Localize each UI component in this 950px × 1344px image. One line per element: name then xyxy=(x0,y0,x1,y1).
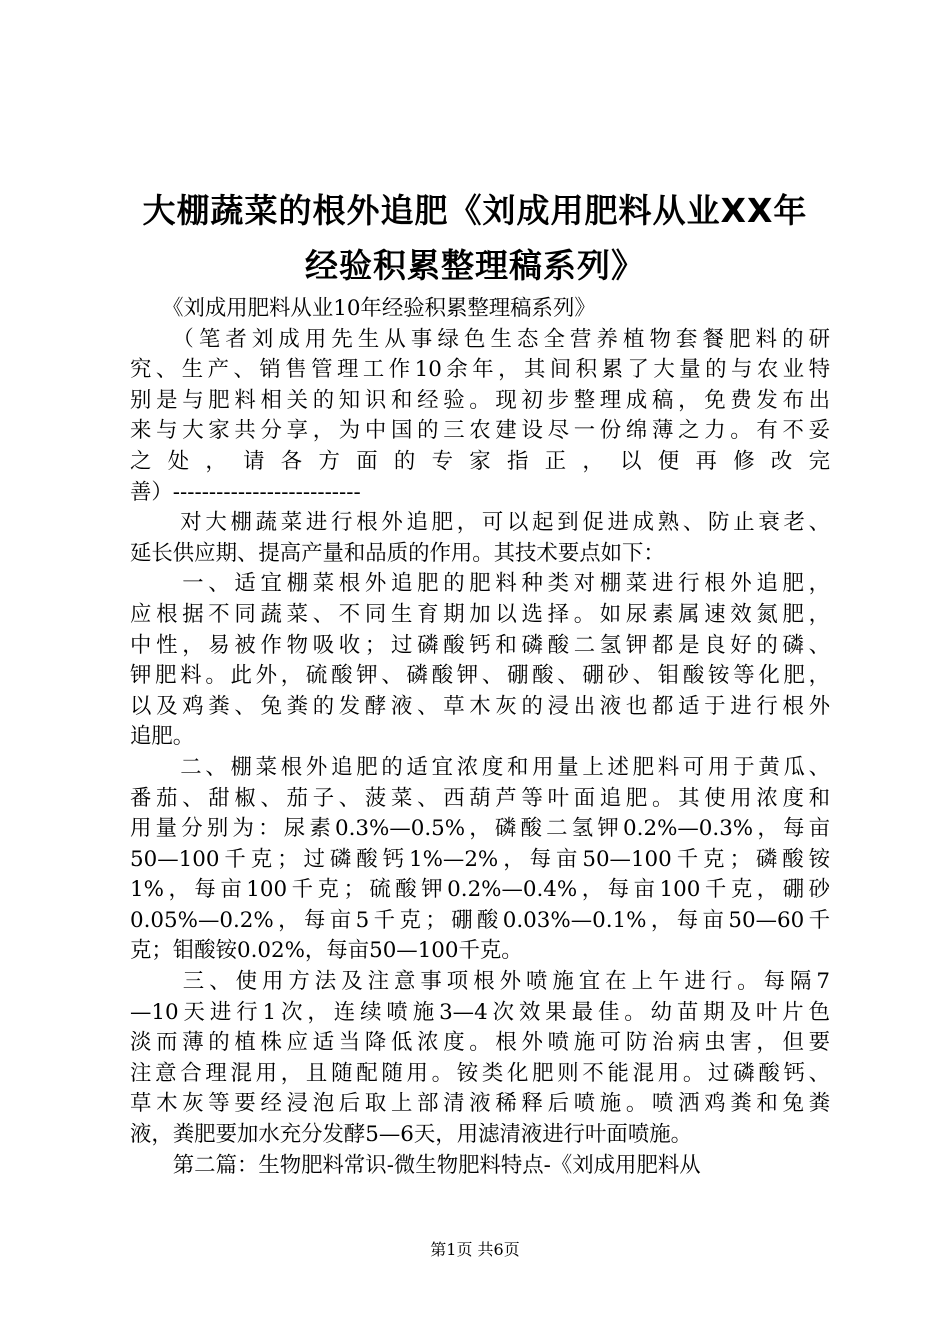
document-title-line-1: 大棚蔬菜的根外追肥《刘成用肥料从业XX年 xyxy=(142,191,808,230)
body-line: 善）-------------------------- xyxy=(130,479,361,505)
body-line: 第二篇：生物肥料常识-微生物肥料特点-《刘成用肥料从 xyxy=(130,1152,701,1178)
body-line: 中性，易被作物吸收；过磷酸钙和磷酸二氢钾都是良好的磷、 xyxy=(130,632,830,658)
body-line: 二、棚菜根外追肥的适宜浓度和用量上述肥料可用于黄瓜、 xyxy=(130,754,830,780)
body-line: 用量分别为：尿素0.3%—0.5%，磷酸二氢钾0.2%—0.3%，每亩 xyxy=(130,816,830,842)
body-line: 草木灰等要经浸泡后取上部清液稀释后喷施。喷洒鸡粪和兔粪 xyxy=(130,1091,830,1117)
body-line: 之 处 ， 请 各 方 面 的 专 家 指 正 ， 以 便 再 修 改 完 xyxy=(130,448,830,474)
body-line: （笔者刘成用先生从事绿色生态全营养植物套餐肥料的研 xyxy=(130,326,830,352)
body-line: 注意合理混用，且随配随用。铵类化肥则不能混用。过磷酸钙、 xyxy=(130,1060,830,1086)
body-line: 究、生产、销售管理工作10余年，其间积累了大量的与农业特 xyxy=(130,357,830,383)
document-title-line-2: 经验积累整理稿系列》 xyxy=(305,246,645,285)
document-body xyxy=(130,294,830,1181)
body-line: 《刘成用肥料从业10年经验积累整理稿系列》 xyxy=(130,296,596,321)
body-line: —10天进行1次，连续喷施3—4次效果最佳。幼苗期及叶片色 xyxy=(130,999,830,1025)
body-line: 1%，每亩100千克；硫酸钾0.2%—0.4%，每亩100千克，硼砂 xyxy=(130,877,830,903)
body-line: 番茄、甜椒、茄子、菠菜、西葫芦等叶面追肥。其使用浓度和 xyxy=(130,785,830,811)
body-line: 克；钼酸铵0.02%，每亩50—100千克。 xyxy=(130,938,523,964)
body-line: 应根据不同蔬菜、不同生育期加以选择。如尿素属速效氮肥， xyxy=(130,601,830,627)
body-line: 一、适宜棚菜根外追肥的肥料种类对棚菜进行根外追肥， xyxy=(130,571,830,597)
body-line: 来与大家共分享，为中国的三农建设尽一份绵薄之力。有不妥 xyxy=(130,418,830,444)
body-line: 50—100千克；过磷酸钙1%—2%，每亩50—100千克；磷酸铵 xyxy=(130,846,830,872)
body-line: 三、使用方法及注意事项根外喷施宜在上午进行。每隔7 xyxy=(130,969,830,995)
body-line: 别是与肥料相关的知识和经验。现初步整理成稿，免费发布出 xyxy=(130,387,830,413)
body-line: 延长供应期、提高产量和品质的作用。其技术要点如下： xyxy=(130,540,665,566)
body-line: 追肥。 xyxy=(130,724,195,750)
page-footer: 第1页 共6页 xyxy=(430,1240,520,1259)
body-line: 钾肥料。此外，硫酸钾、磷酸钾、硼酸、硼砂、钼酸铵等化肥， xyxy=(130,663,830,689)
body-line: 淡而薄的植株应适当降低浓度。根外喷施可防治病虫害，但要 xyxy=(130,1030,830,1056)
body-line: 以及鸡粪、兔粪的发酵液、草木灰的浸出液也都适于进行根外 xyxy=(130,693,830,719)
body-line: 对大棚蔬菜进行根外追肥，可以起到促进成熟、防止衰老、 xyxy=(130,510,830,536)
body-line: 液，粪肥要加水充分发酵5—6天，用滤清液进行叶面喷施。 xyxy=(130,1122,692,1148)
body-line: 0.05%—0.2%，每亩5千克；硼酸0.03%—0.1%，每亩50—60千 xyxy=(130,907,830,933)
